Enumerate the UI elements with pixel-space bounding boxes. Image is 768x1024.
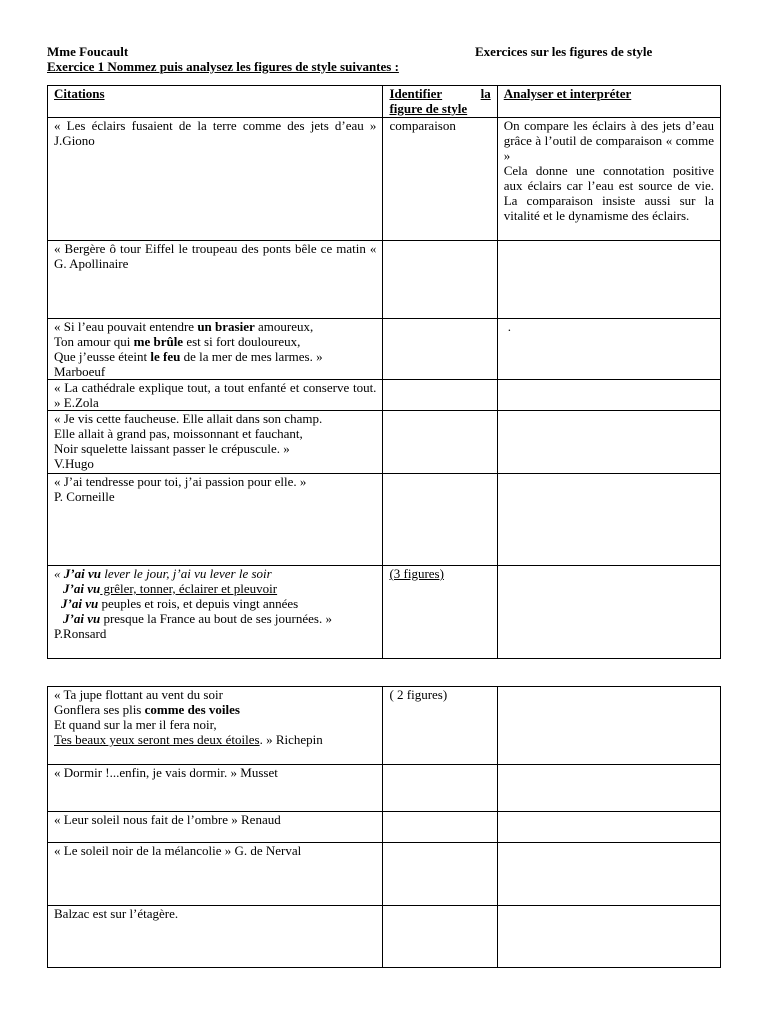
table-row [48,118,721,241]
table-row [48,411,721,474]
citation-cell: « Bergère ô tour Eiffel le troupeau des ponts bêle ce matin « G. Apollinaire [48,241,383,319]
figure-cell [383,411,497,474]
table-header-row [48,86,721,118]
analysis-text: Cela donne une connotation positive aux éclairs car l’eau est source de vie. La comparaison insiste aussi sur la vitalité et le dynamisme des éclairs. [503,163,714,223]
document-title: Exercices sur les figures de style [475,44,653,59]
column-header-identify: Identifier la figure de style [383,86,497,118]
exercise-table-1 [47,85,721,659]
table-row [48,380,721,411]
citation-cell: Balzac est sur l’étagère. [48,906,383,968]
citation-cell: « J’ai vu lever le jour, j’ai vu lever le soir J’ai vu grêler, tonner, éclairer et pleuvoir J’ai vu peuples et rois, et depuis vingt années J’ai vu presque la France au bout de ses journées. » P.Ronsard [48,566,383,659]
analysis-cell [497,118,720,241]
figure-cell: (3 figures) [383,566,497,659]
figure-cell [383,765,497,812]
table-row [48,474,721,566]
citation-cell: « Si l’eau pouvait entendre un brasier amoureux, Ton amour qui me brûle est si fort douloureux, Que j’eusse éteint le feu de la mer de mes larmes. » Marboeuf [48,319,383,380]
figure-cell [383,843,497,906]
citation-cell: « Je vis cette faucheuse. Elle allait dans son champ. Elle allait à grand pas, moissonnant et fauchant, Noir squelette laissant passer le crépuscule. » V.Hugo [48,411,383,474]
citation-cell: « Le soleil noir de la mélancolie » G. de Nerval [48,843,383,906]
table-row [48,906,721,968]
analysis-text: On compare les éclairs à des jets d’eau grâce à l’outil de comparaison « comme » [503,118,714,163]
figure-cell [383,812,497,843]
citation-cell: « Dormir !...enfin, je vais dormir. » Musset [48,765,383,812]
figure-cell [383,241,497,319]
analysis-cell [497,687,720,765]
exercise-subtitle: Exercice 1 Nommez puis analysez les figures de style suivantes : [47,59,399,74]
table-row [48,687,721,765]
column-header-analyze: Analyser et interpréter [497,86,720,118]
table-row [48,566,721,659]
analysis-cell [497,906,720,968]
citation-cell: « J’ai tendresse pour toi, j’ai passion pour elle. » P. Corneille [48,474,383,566]
table-row [48,843,721,906]
analysis-cell [497,843,720,906]
figure-cell [383,906,497,968]
analysis-cell [497,241,720,319]
figure-cell [383,380,497,411]
analysis-cell [497,566,720,659]
figure-cell [383,474,497,566]
citation-cell: « Ta jupe flottant au vent du soir Gonflera ses plis comme des voiles Et quand sur la mer il fera noir, Tes beaux yeux seront mes deux étoiles. » Richepin [48,687,383,765]
table-row [48,765,721,812]
analysis-cell [497,474,720,566]
teacher-name: Mme Foucault [47,44,129,59]
analysis-cell [497,812,720,843]
table-row [48,241,721,319]
analysis-cell: . [497,319,720,380]
analysis-cell [497,411,720,474]
exercise-table-2 [47,686,721,968]
figure-cell: ( 2 figures) [383,687,497,765]
table-row [48,812,721,843]
analysis-cell [497,380,720,411]
figure-cell [383,319,497,380]
citation-cell: « Les éclairs fusaient de la terre comme des jets d’eau » J.Giono [48,118,383,241]
column-header-citations: Citations [48,86,383,118]
citation-cell: « La cathédrale explique tout, a tout enfanté et conserve tout. » E.Zola [48,380,383,411]
citation-cell: « Leur soleil nous fait de l’ombre » Renaud [48,812,383,843]
analysis-cell [497,765,720,812]
figure-cell: comparaison [383,118,497,241]
table-row [48,319,721,380]
